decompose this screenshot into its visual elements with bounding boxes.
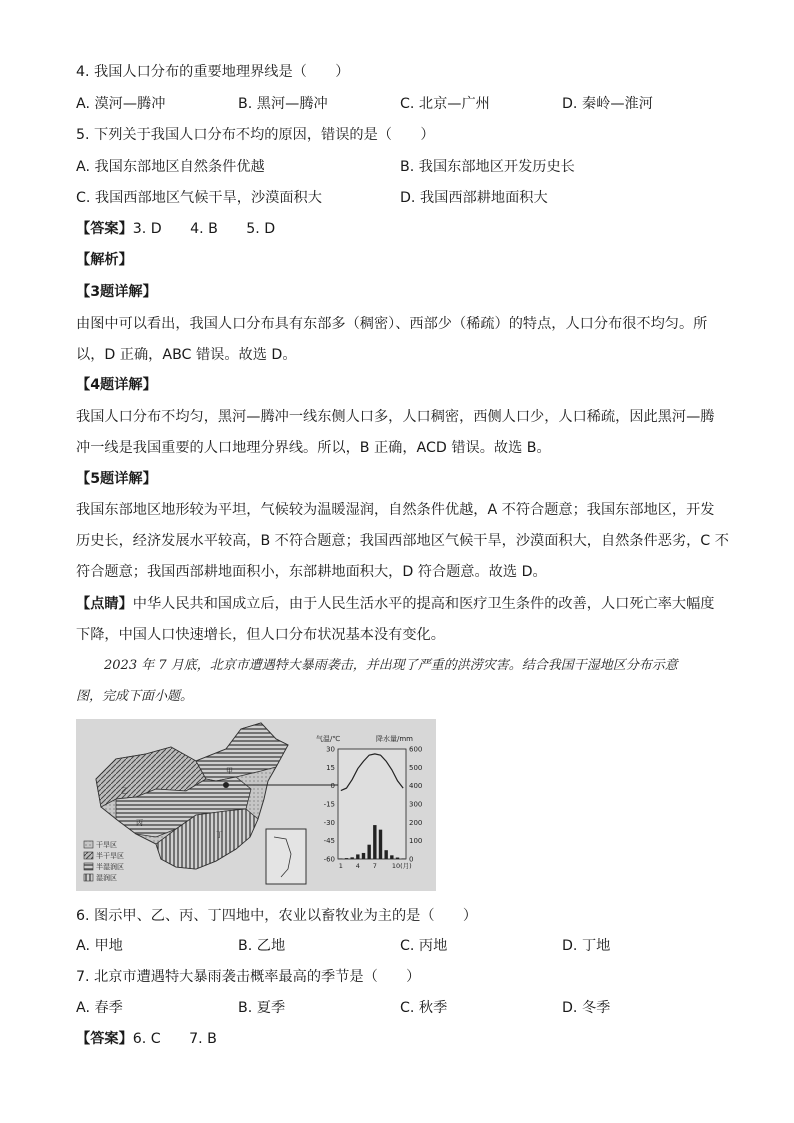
q5-detail-label: 【5题详解】	[76, 471, 157, 487]
comment-row	[76, 594, 714, 614]
precip-tick-label: 0	[409, 855, 414, 864]
q6-option-c: C. 丙地	[400, 938, 448, 954]
precip-axis-title: 降水量/mm	[376, 735, 413, 743]
month-tick-label: 4	[355, 862, 360, 870]
legend-item: 湿润区	[96, 874, 117, 882]
comment-line: 下降，中国人口快速增长，但人口分布状况基本没有变化。	[76, 627, 445, 643]
q6-option-b: B. 乙地	[238, 938, 286, 954]
q4-detail-label: 【4题详解】	[76, 377, 157, 393]
q7-option-b: B. 夏季	[238, 1000, 286, 1016]
precip-bar	[356, 854, 359, 859]
q4-option-b: B. 黑河—腾冲	[238, 96, 328, 112]
temp-tick-label: 0	[330, 782, 335, 791]
question-4-stem: 4. 我国人口分布的重要地理界线是（ ）	[76, 64, 350, 80]
q5-detail-line: 历史长，经济发展水平较高，B 不符合题意；我国西部地区气候干旱，沙漠面积大，自然条件恶劣，C 不	[76, 533, 729, 549]
answer-label: 【答案】	[76, 221, 133, 237]
q7-option-c: C. 秋季	[400, 1000, 448, 1016]
question-5-stem: 5. 下列关于我国人口分布不均的原因，错误的是（ ）	[76, 127, 435, 143]
q3-detail-label: 【3题详解】	[76, 284, 157, 300]
precip-tick-label: 500	[409, 763, 423, 772]
q5-option-d: D. 我国西部耕地面积大	[400, 190, 548, 206]
temp-tick-label: -15	[323, 800, 335, 809]
climate-chart	[316, 734, 422, 870]
q5-option-c: C. 我国西部地区气候干旱，沙漠面积大	[76, 190, 322, 206]
precip-tick-label: 200	[409, 818, 423, 827]
temp-tick-label: -30	[323, 818, 335, 827]
precip-bar	[339, 858, 342, 859]
answer-row-2	[76, 1029, 217, 1049]
temp-axis-title: 气温/℃	[316, 735, 341, 743]
temp-ticks	[324, 746, 335, 864]
comment-label: 【点睛】	[76, 596, 133, 612]
month-tick-label: 7	[372, 862, 377, 870]
precip-tick-label: 100	[409, 837, 423, 846]
answer-text: 3. D 4. B 5. D	[132, 221, 276, 237]
precip-bar	[367, 845, 370, 859]
month-ticks	[339, 862, 412, 870]
q5-option-a: A. 我国东部地区自然条件优越	[76, 159, 265, 175]
precip-bar	[396, 858, 399, 859]
precip-bar	[384, 850, 387, 859]
answer-row-1	[76, 219, 275, 239]
temp-tick-label: -60	[323, 855, 335, 864]
passage-line: 2023 年 7 月底，北京市遭遇特大暴雨袭击，并出现了严重的洪涝灾害。结合我国干湿地区分布示意	[104, 658, 678, 673]
temp-tick-label: -45	[323, 837, 335, 846]
question-6-stem: 6. 图示甲、乙、丙、丁四地中，农业以畜牧业为主的是（ ）	[76, 908, 478, 924]
month-tick-label: 10(月)	[391, 862, 412, 870]
month-tick-label: 1	[338, 862, 343, 870]
q5-detail-line: 我国东部地区地形较为平坦，气候较为温暖湿润，自然条件优越，A 不符合题意；我国东部地区，开发	[76, 502, 715, 518]
dry-wet-region-figure	[76, 719, 436, 891]
precip-ticks	[409, 746, 422, 864]
q4-option-a: A. 漠河—腾冲	[76, 96, 166, 112]
legend-item: 干旱区	[96, 841, 117, 849]
precip-bar	[373, 825, 376, 859]
q4-option-d: D. 秦岭—淮河	[562, 96, 653, 112]
south-sea-inset	[266, 829, 306, 884]
precip-tick-label: 300	[409, 800, 423, 809]
q3-detail-line: 由图中可以看出，我国人口分布具有东部多（稠密）、西部少（稀疏）的特点，人口分布很不均匀。所	[76, 316, 708, 332]
question-7-stem: 7. 北京市遭遇特大暴雨袭击概率最高的季节是（ ）	[76, 969, 421, 985]
map-legend	[84, 840, 124, 882]
analysis-label: 【解析】	[76, 252, 133, 268]
q4-detail-line: 我国人口分布不均匀，黑河—腾冲一线东侧人口多，人口稠密，西侧人口少，人口稀疏，因此黑河—腾	[76, 409, 715, 425]
q6-option-a: A. 甲地	[76, 938, 123, 954]
figure-svg	[76, 719, 436, 891]
q6-option-d: D. 丁地	[562, 938, 611, 954]
map-label-bing: 丙	[136, 819, 143, 827]
answer-label: 【答案】	[76, 1031, 133, 1047]
temp-tick-label: 30	[326, 745, 335, 754]
q4-detail-line: 冲一线是我国重要的人口地理分界线。所以，B 正确，ACD 错误。故选 B。	[76, 440, 551, 456]
precip-bar	[379, 830, 382, 859]
q3-detail-line: 以，D 正确，ABC 错误。故选 D。	[76, 347, 297, 363]
precip-bar	[350, 857, 353, 859]
precip-tick-label: 400	[409, 782, 423, 791]
answer-text: 6. C 7. B	[132, 1031, 217, 1047]
precip-bar	[362, 853, 365, 859]
q5-option-b: B. 我国东部地区开发历史长	[400, 159, 575, 175]
q5-detail-line: 符合题意；我国西部耕地面积小，东部耕地面积大，D 符合题意。故选 D。	[76, 564, 547, 580]
map-label-yi: 乙	[121, 787, 128, 795]
q7-option-d: D. 冬季	[562, 1000, 611, 1016]
q7-option-a: A. 春季	[76, 1000, 123, 1016]
precip-tick-label: 600	[409, 745, 423, 754]
precip-bar	[390, 855, 393, 859]
legend-item: 半干旱区	[96, 852, 124, 860]
legend-item: 半湿润区	[96, 863, 124, 871]
precip-bar	[401, 858, 404, 859]
precip-bar	[345, 858, 348, 859]
map-label-ding: 丁	[216, 831, 223, 839]
passage-line: 图，完成下面小题。	[76, 689, 194, 704]
q4-option-c: C. 北京—广州	[400, 96, 490, 112]
map-label-jia: 甲	[226, 767, 233, 775]
comment-text: 中华人民共和国成立后，由于人民生活水平的提高和医疗卫生条件的改善，人口死亡率大幅度	[132, 596, 715, 612]
temp-tick-label: 15	[326, 763, 335, 772]
